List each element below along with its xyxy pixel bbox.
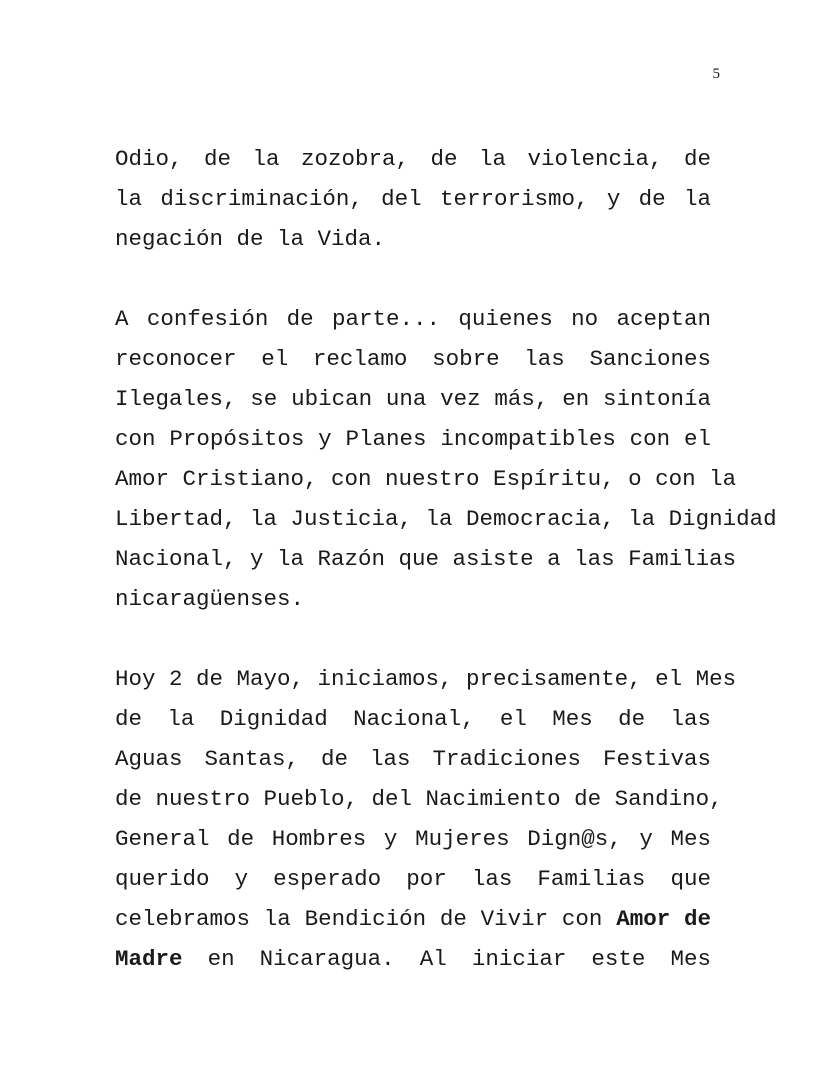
text-line: de nuestro Pueblo, del Nacimiento de Sandino,	[115, 786, 723, 812]
text-line: negación de la Vida.	[115, 226, 386, 252]
text-line: Amor Cristiano, con nuestro Espíritu, o con la	[115, 466, 737, 492]
text-line: Hoy 2 de Mayo, iniciamos, precisamente, el Mes	[115, 666, 737, 692]
text-line: con Propósitos y Planes incompatibles con el	[115, 426, 711, 452]
bold-text-run: Madre	[115, 946, 183, 972]
text-run: en Nicaragua. Al iniciar este Mes	[182, 946, 711, 972]
text-line: A confesión de parte... quienes no aceptan	[115, 306, 711, 332]
text-line: General de Hombres y Mujeres Dign@s, y Mes	[115, 826, 711, 852]
text-line: Libertad, la Justicia, la Democracia, la Dignidad	[115, 506, 777, 532]
bold-text-run: Amor de	[616, 906, 711, 932]
text-line: querido y esperado por las Familias que	[115, 866, 711, 892]
text-line: Ilegales, se ubican una vez más, en sintonía	[115, 386, 711, 412]
text-line: Aguas Santas, de las Tradiciones Festivas	[115, 746, 711, 772]
text-line: nicaragüenses.	[115, 586, 305, 612]
page-number: 5	[712, 66, 720, 82]
text-line: Nacional, y la Razón que asiste a las Familias	[115, 546, 737, 572]
text-line: de la Dignidad Nacional, el Mes de las	[115, 706, 711, 732]
text-line: reconocer el reclamo sobre las Sanciones	[115, 346, 711, 372]
text-run: celebramos la Bendición de Vivir con	[115, 906, 617, 932]
text-line-with-bold	[115, 939, 711, 979]
text-line: la discriminación, del terrorismo, y de la	[115, 186, 711, 212]
text-line-with-bold	[115, 899, 711, 939]
text-line: Odio, de la zozobra, de la violencia, de	[115, 146, 711, 172]
